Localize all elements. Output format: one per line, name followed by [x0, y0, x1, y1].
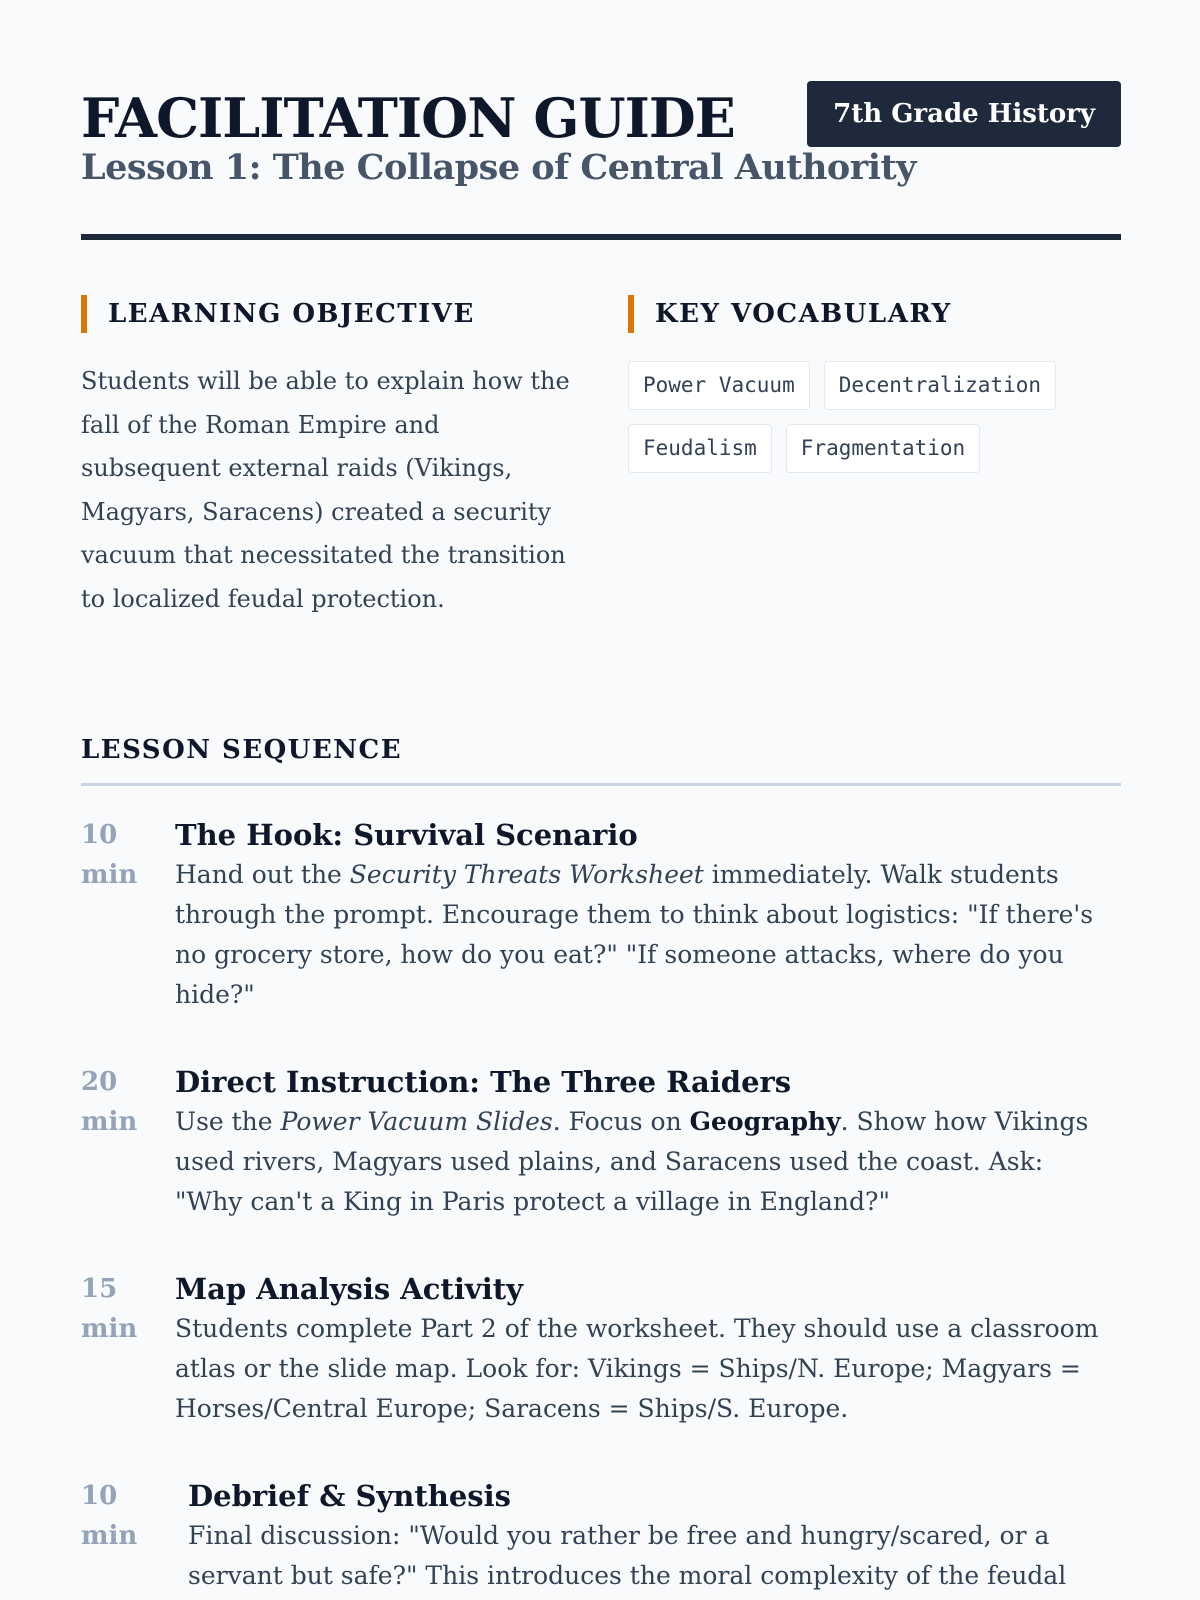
learning-objective-text: Students will be able to explain how the fall of the Roman Empire and subsequent external raids (Vikings, Magyars, Saracens) created a security vacuum that necessitated the transition to localized feudal protection.: [81, 367, 570, 613]
grade-badge: 7th Grade History: [807, 81, 1121, 147]
lesson-subtitle: Lesson 1: The Collapse of Central Authority: [81, 147, 916, 188]
step-description-text: . Show how Vikings used rivers, Magyars used plains, and Saracens used the coast. Ask: "Why can't a King in Paris protect a village in England?": [175, 1107, 1089, 1216]
guide-header: [81, 80, 1121, 240]
step-body: [188, 1476, 1115, 1596]
step-description-text: . Focus on: [552, 1107, 690, 1136]
step-description-text: immediately. Walk students through the prompt. Encourage them to think about logistics: "If there's no grocery store, how do you eat?" "If someone attacks, where do you hide?": [175, 860, 1094, 1009]
vocabulary-list: [628, 361, 1121, 473]
step-minutes: 20: [81, 1067, 118, 1097]
page-title: FACILITATION GUIDE: [81, 86, 735, 150]
step-minutes-unit: min: [81, 860, 138, 890]
step-minutes: 15: [81, 1274, 118, 1304]
step-minutes-unit: min: [81, 1521, 138, 1551]
lesson-sequence-heading: LESSON SEQUENCE: [81, 735, 403, 765]
key-vocabulary-heading: KEY VOCABULARY: [628, 295, 952, 333]
step-description: [175, 855, 1115, 1015]
learning-objective-heading: LEARNING OBJECTIVE: [81, 295, 475, 333]
emphasis-term: Geography: [689, 1107, 841, 1136]
step-duration: [81, 1062, 151, 1142]
vocab-term: Power Vacuum: [628, 361, 810, 410]
step-title: The Hook: Survival Scenario: [175, 818, 638, 852]
step-title: Debrief & Synthesis: [188, 1479, 511, 1513]
step-minutes-unit: min: [81, 1107, 138, 1137]
step-body: [175, 1062, 1115, 1222]
step-body: [175, 1269, 1115, 1429]
step-description: [175, 1102, 1115, 1222]
step-title: Direct Instruction: The Three Raiders: [175, 1065, 792, 1099]
vocab-term: Decentralization: [824, 361, 1056, 410]
sequence-divider: [81, 783, 1121, 786]
step-title: Map Analysis Activity: [175, 1272, 523, 1306]
step-minutes: 10: [81, 1481, 118, 1511]
step-description: Students complete Part 2 of the worksheet. They should use a classroom atlas or the slide map. Look for: Vikings = Ships/N. Europe; Magyars = Horses/Central Europe; Saracens = Ships/S. Europe.: [175, 1314, 1099, 1423]
step-minutes-unit: min: [81, 1314, 138, 1344]
step-duration: [81, 1476, 151, 1556]
step-duration: [81, 815, 151, 895]
step-duration: [81, 1269, 151, 1349]
step-description-text: Hand out the: [175, 860, 350, 889]
step-description: Final discussion: "Would you rather be free and hungry/scared, or a servant but safe?" This introduces the moral complexity of the feudal: [188, 1521, 1067, 1590]
header-divider: [81, 234, 1121, 240]
vocab-term: Feudalism: [628, 424, 772, 473]
step-minutes: 10: [81, 820, 118, 850]
slides-reference: Power Vacuum Slides: [280, 1107, 553, 1136]
vocab-term: Fragmentation: [786, 424, 980, 473]
worksheet-reference: Security Threats Worksheet: [349, 860, 704, 889]
step-body: [175, 815, 1115, 1015]
step-description-text: Use the: [175, 1107, 281, 1136]
